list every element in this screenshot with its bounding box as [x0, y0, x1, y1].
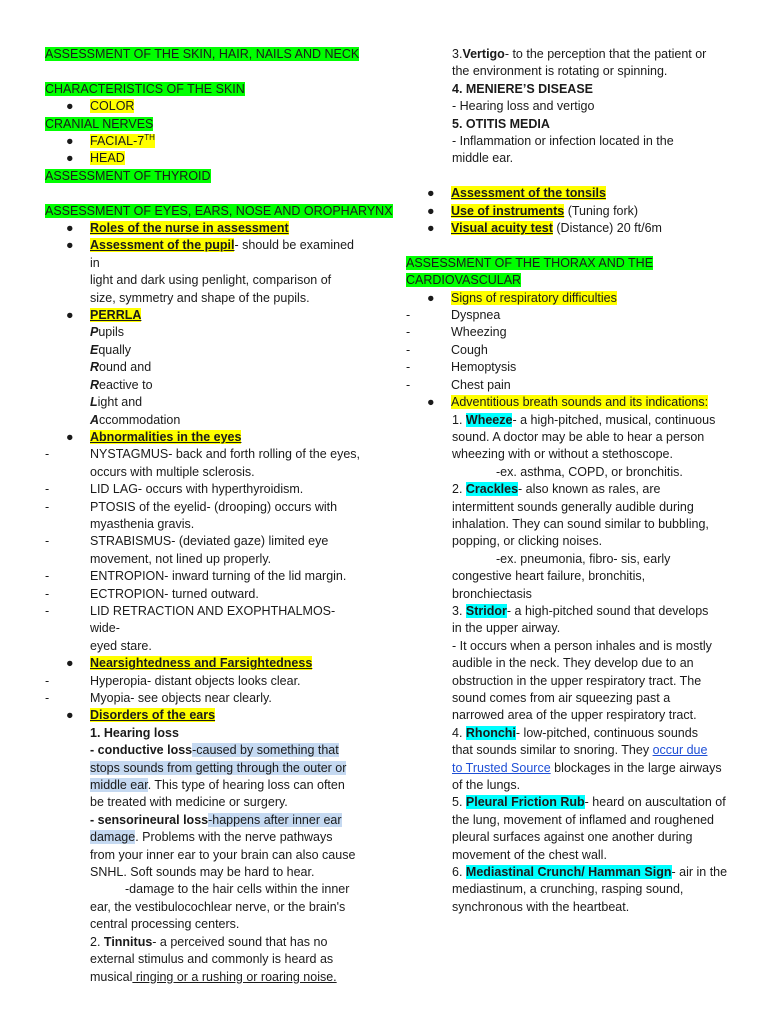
list-item-facial: FACIAL-7TH — [90, 132, 155, 149]
bullet-icon: ● — [427, 290, 435, 305]
list-item: - ENTROPION- inward turning of the lid margin. — [45, 569, 347, 584]
list-item — [406, 290, 728, 307]
trusted-source-link[interactable]: occur due — [652, 743, 708, 758]
bullet-icon: ● — [66, 708, 74, 723]
list-item: ● Use of instruments (Tuning fork) — [406, 203, 728, 220]
list-item — [45, 98, 365, 115]
heading-thyroid: ASSESSMENT OF THYROID — [45, 168, 211, 183]
list-item: - Chest pain — [406, 377, 511, 392]
list-item-head: HEAD — [90, 151, 125, 166]
trusted-source-link-cont[interactable]: to Trusted Source — [452, 760, 551, 775]
list-item: - PTOSIS of the eyelid- (drooping) occurs with — [45, 499, 338, 514]
respiratory-signs-label: Signs of respiratory difficulties — [451, 290, 617, 305]
list-item — [45, 429, 365, 446]
list-item — [45, 307, 365, 324]
heading-eyes-ears: ASSESSMENT OF EYES, EARS, NOSE AND OROPHARYNX — [45, 203, 393, 218]
list-item — [406, 185, 728, 202]
perrla-label: PERRLA — [90, 308, 142, 323]
nearsightedness-label: Nearsightedness and Farsightedness — [90, 656, 313, 671]
visual-acuity-label: Visual acuity test — [451, 221, 553, 236]
list-item: - LID LAG- occurs with hyperthyroidism. — [45, 482, 304, 497]
ear-disorders-label: Disorders of the ears — [90, 708, 216, 723]
bullet-icon: ● — [66, 429, 74, 444]
heading-cardiovascular: CARDIOVASCULAR — [406, 273, 522, 288]
stridor-label: Stridor — [465, 603, 507, 618]
right-column: 3.Vertigo- to the perception that the patient or the environment is rotating or spinning. 4. MENIERE’S DISEASE - Hearing loss and vertigo 5. OTITIS MEDIA - Inflammation or infection located in the middle ear. ● Assessment of the tonsils ● Use of instruments (Tuning fork) ● Visual acuity test (Distance) 20 ft/6m ASSESSMENT OF THE THORAX AND THE CARDIOVASCULAR ● Signs of respiratory difficulties - Dyspnea - Wheezing - Cough - Hemoptysis - Chest pain ● Adventitious breath sounds and its indications: 1. Wheeze- a high-pitched, musical, continuous sound. A doctor may be able to hear a person wheezing with or without a stethoscope. -ex. asthma, COPD, or bronchitis. 2. Crackles- also known as rales, are intermittent sounds generally audible during inhalation. They can sound similar to bubbling, popping, or clicking noises. -ex. pneumonia, fibro- sis, early congestive heart failure, bronchitis, bronchiectasis 3. Stridor- a high-pitched sound that develops in the upper airway. - It occurs when a person inhales and is mostly audible in the neck. They develop due to an obstruction in the upper respiratory tract. The sound comes from air squeezing past a narrowed area of the upper respiratory tract. 4. Rhonchi- low-pitched, continuous sounds that sounds similar to snoring. They occur due to Trusted Source blockages in the large airways of the lungs. 5. Pleural Friction Rub- heard on auscultation of the lung, movement of inflamed and roughened pleural surfaces against one another during movement of the chest wall. 6. Mediastinal Crunch/ Hamman Sign- air in the mediastinum, a crunching, rasping sound, synchronous with the heartbeat. — [406, 47, 728, 914]
list-item: ● Visual acuity test (Distance) 20 ft/6m — [406, 220, 728, 237]
bullet-icon: ● — [66, 151, 74, 166]
list-item — [45, 707, 365, 724]
heading-thorax: ASSESSMENT OF THE THORAX AND THE — [406, 255, 654, 270]
list-item: - NYSTAGMUS- back and forth rolling of the eyes, — [45, 447, 361, 462]
list-item — [45, 133, 365, 150]
bullet-icon: ● — [66, 221, 74, 236]
list-item: - Wheezing — [406, 325, 507, 340]
bullet-icon: ● — [66, 308, 74, 323]
list-item — [45, 220, 365, 237]
pupil-label: Assessment of the pupil — [90, 238, 235, 253]
left-column: ASSESSMENT OF THE SKIN, HAIR, NAILS AND NECK CHARACTERISTICS OF THE SKIN ● COLOR CRANIAL NERVES ● FACIAL-7TH ● HEAD ASSESSMENT OF THYROID ASSESSMENT OF EYES, EARS, NOSE AND OROPHARYNX ● Roles of the nurse in assessment ● Assessment of the pupil- should be examined in light and dark using penlight, comparison of size, symmetry and shape of the pupils. ● PERRLA Pupils Equally Round and Reactive to Light and Accommodation ● Abnormalities in the eyes - NYSTAGMUS- back and forth rolling of the eyes, occurs with multiple sclerosis. - LID LAG- occurs with hyperthyroidism. - PTOSIS of the eyelid- (drooping) occurs with myasthenia gravis. - STRABISMUS- (deviated gaze) limited eye movement, not lined up properly. - ENTROPION- inward turning of the lid margin. - ECTROPION- turned outward. - LID RETRACTION AND EXOPHTHALMOS- wide- eyed stare. ● Nearsightedness and Farsightedness - Hyperopia- distant objects looks clear. - Myopia- see objects near clearly. ● Disorders of the ears 1. Hearing loss - conductive loss-caused by something that stops sounds from getting through the outer or middle ear. This type of hearing loss can often be treated with medicine or surgery. - sensorineural loss-happens after inner ear damage. Problems with the nerve pathways from your inner ear to your brain can also cause SNHL. Soft sounds may be hard to hear. -damage to the hair cells within the inner ear, the vestibulocochlear nerve, or the brain's central processing centers. 2. Tinnitus- a perceived sound that has no external stimulus and commonly is heard as musical ringing or a rushing or roaring noise. — [45, 47, 393, 984]
crackles-label: Crackles — [465, 482, 519, 497]
otitis-heading: 5. OTITIS MEDIA — [452, 116, 550, 131]
list-item-color: COLOR — [90, 99, 135, 114]
menieres-heading: 4. MENIERE’S DISEASE — [452, 81, 594, 96]
adventitious-label: Adventitious breath sounds and its indications: — [451, 395, 709, 410]
heading-cranial-nerves: CRANIAL NERVES — [45, 116, 154, 131]
pleural-friction-label: Pleural Friction Rub — [465, 795, 585, 810]
list-item: ● Assessment of the pupil- should be examined in — [45, 237, 365, 272]
bullet-icon: ● — [66, 99, 74, 114]
list-item — [406, 394, 728, 411]
bullet-icon: ● — [427, 186, 435, 201]
list-item: - Hemoptysis — [406, 360, 517, 375]
list-item — [45, 150, 365, 167]
list-item: - Cough — [406, 342, 488, 357]
wheeze-label: Wheeze — [465, 412, 513, 427]
list-item: - Dyspnea — [406, 308, 501, 323]
list-item — [45, 655, 365, 672]
mediastinal-crunch-label: Mediastinal Crunch/ Hamman Sign — [465, 865, 672, 880]
rhonchi-label: Rhonchi — [465, 725, 516, 740]
tonsils-label: Assessment of the tonsils — [451, 186, 606, 201]
roles-of-nurse: Roles of the nurse in assessment — [90, 221, 289, 236]
abnormalities-label: Abnormalities in the eyes — [90, 429, 242, 444]
bullet-icon: ● — [427, 395, 435, 410]
list-item: - Myopia- see objects near clearly. — [45, 691, 272, 705]
list-item: - Hyperopia- distant objects looks clear. — [45, 673, 301, 688]
list-item: - LID RETRACTION AND EXOPHTHALMOS- wide- — [45, 603, 336, 636]
list-item: - ECTROPION- turned outward. — [45, 586, 259, 601]
heading-skin-assessment: ASSESSMENT OF THE SKIN, HAIR, NAILS AND NECK — [45, 47, 360, 61]
instruments-label: Use of instruments — [451, 203, 565, 218]
bullet-icon: ● — [66, 134, 74, 149]
bullet-icon: ● — [427, 203, 435, 218]
bullet-icon: ● — [427, 221, 435, 236]
bullet-icon: ● — [66, 238, 74, 253]
list-item: - STRABISMUS- (deviated gaze) limited eye — [45, 534, 329, 549]
heading-skin-characteristics: CHARACTERISTICS OF THE SKIN — [45, 81, 245, 96]
bullet-icon: ● — [66, 656, 74, 671]
hearing-loss-heading: 1. Hearing loss — [90, 725, 179, 740]
